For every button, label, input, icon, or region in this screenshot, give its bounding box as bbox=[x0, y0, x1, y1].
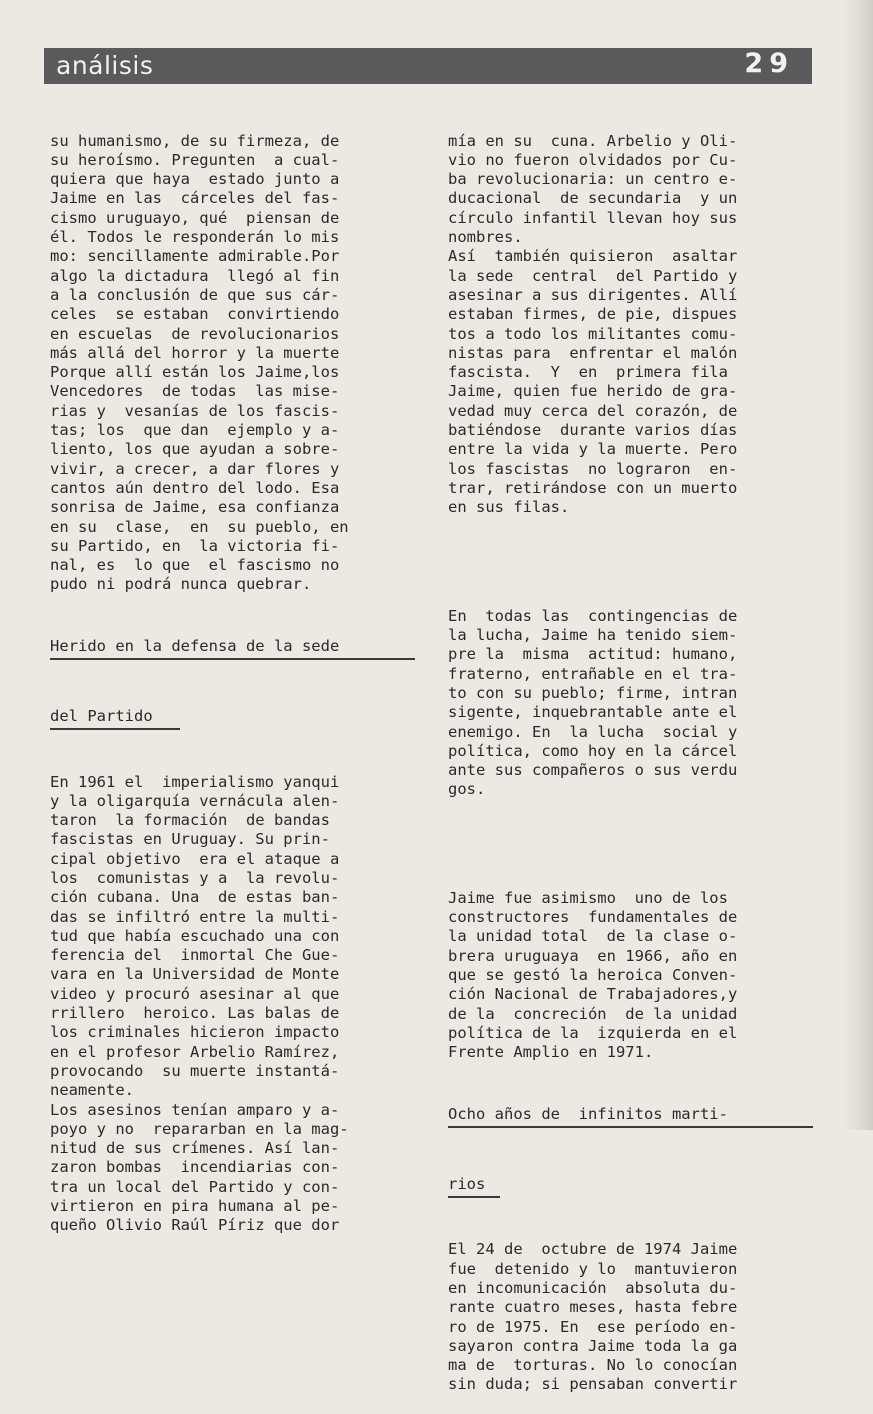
text-line: mo: sencillamente admirable.Por bbox=[50, 247, 340, 266]
text-line: Jaime en las cárceles del fas- bbox=[50, 189, 340, 208]
text-line: Jaime, quien fue herido de gra- bbox=[448, 382, 738, 401]
text-line: constructores fundamentales de bbox=[448, 908, 738, 927]
text-line: das se infiltró entre la multi- bbox=[50, 907, 340, 926]
text-line: los fascistas no lograron en- bbox=[448, 459, 738, 478]
text-line: Frente Amplio en 1971. bbox=[448, 1043, 654, 1062]
text-line: nistas para enfrentar el malón bbox=[448, 343, 738, 362]
text-line: a la conclusión de que sus cár- bbox=[50, 285, 340, 304]
text-line: trar, retirándose con un muerto bbox=[448, 478, 738, 497]
text-line: rrillero heroico. Las balas de bbox=[50, 1004, 340, 1023]
text-line: asesinar a sus dirigentes. Allí bbox=[448, 285, 738, 304]
text-line: él. Todos le responderán lo mis bbox=[50, 228, 340, 247]
section-name: análisis bbox=[56, 51, 154, 80]
text-line: entre la vida y la muerte. Pero bbox=[448, 440, 738, 459]
text-line: Porque allí están los Jaime,los bbox=[50, 363, 340, 382]
text-line: mía en su cuna. Arbelio y Oli- bbox=[448, 131, 738, 150]
text-line: nombres. bbox=[448, 228, 523, 247]
text-line: vio no fueron olvidados por Cu- bbox=[448, 150, 738, 169]
subheading-herido-line2: del Partido bbox=[50, 703, 180, 730]
text-line: en el profesor Arbelio Ramírez, bbox=[50, 1042, 340, 1061]
text-line: nitud de sus crímenes. Así lan- bbox=[50, 1139, 340, 1158]
text-line: y la oligarquía vernácula alen- bbox=[50, 791, 340, 810]
text-line: ción cubana. Una de estas ban- bbox=[50, 888, 340, 907]
subheading-ocho-anos-line2: rios bbox=[448, 1171, 500, 1198]
page-edge-shadow bbox=[843, 0, 873, 1130]
text-line: vara en la Universidad de Monte bbox=[50, 965, 340, 984]
text-line: sin duda; si pensaban convertir bbox=[448, 1375, 738, 1394]
text-line: la sede central del Partido y bbox=[448, 266, 738, 285]
text-line: enemigo. En la lucha social y bbox=[448, 722, 738, 741]
text-line: to con su pueblo; firme, intran bbox=[448, 683, 738, 702]
text-line: sigente, inquebrantable ante el bbox=[448, 703, 738, 722]
text-line: tud que había escuchado una con bbox=[50, 926, 340, 945]
text-line: sayaron contra Jaime toda la ga bbox=[448, 1336, 738, 1355]
text-line: tos a todo los militantes comu- bbox=[448, 324, 738, 343]
text-line: política de la izquierda en el bbox=[448, 1023, 738, 1042]
text-line: taron la formación de bandas bbox=[50, 811, 330, 830]
text-line: que se gestó la heroica Conven- bbox=[448, 966, 738, 985]
text-line: virtieron en pira humana al pe- bbox=[50, 1197, 340, 1216]
text-line: queño Olivio Raúl Píriz que dor bbox=[50, 1216, 340, 1235]
left-paragraph-2 bbox=[50, 773, 420, 1236]
section-header-bar bbox=[44, 48, 812, 84]
right-paragraph-3 bbox=[448, 889, 818, 1063]
text-line: fascistas en Uruguay. Su prin- bbox=[50, 830, 330, 849]
text-line: provocando su muerte instantá- bbox=[50, 1061, 340, 1080]
text-line: cantos aún dentro del lodo. Esa bbox=[50, 478, 340, 497]
text-line: tas; los que dan ejemplo y a- bbox=[50, 421, 340, 440]
text-line: en incomunicación absoluta du- bbox=[448, 1278, 738, 1297]
text-line: cipal objetivo era el ataque a bbox=[50, 849, 340, 868]
text-line: sonrisa de Jaime, esa confianza bbox=[50, 498, 340, 517]
text-line: ferencia del inmortal Che Gue- bbox=[50, 946, 340, 965]
text-line: de la concreción de la unidad bbox=[448, 1004, 738, 1023]
text-line: En todas las contingencias de bbox=[448, 606, 738, 625]
text-line: pre la misma actitud: humano, bbox=[448, 645, 738, 664]
text-line: zaron bombas incendiarias con- bbox=[50, 1158, 340, 1177]
page-number: 29 bbox=[744, 48, 794, 79]
text-line: estaban firmes, de pie, dispues bbox=[448, 305, 738, 324]
text-line: ducacional de secundaria y un bbox=[448, 189, 738, 208]
text-line: ante sus compañeros o sus verdu bbox=[448, 761, 738, 780]
subheading-herido-line1: Herido en la defensa de la sede bbox=[50, 633, 415, 660]
text-line: vedad muy cerca del corazón, de bbox=[448, 401, 738, 420]
text-line: vivir, a crecer, a dar flores y bbox=[50, 459, 340, 478]
text-line: Así también quisieron asaltar bbox=[448, 247, 738, 266]
text-line: ro de 1975. En ese período en- bbox=[448, 1317, 738, 1336]
text-line: su Partido, en la victoria fi- bbox=[50, 536, 340, 555]
paragraph-gap bbox=[448, 556, 818, 568]
text-line: celes se estaban convirtiendo bbox=[50, 305, 340, 324]
right-paragraph-2 bbox=[448, 607, 818, 800]
text-line: fascista. Y en primera fila bbox=[448, 363, 728, 382]
text-line: pudo ni podrá nunca quebrar. bbox=[50, 575, 312, 594]
text-line: gos. bbox=[448, 780, 486, 799]
text-line: en su clase, en su pueblo, en bbox=[50, 517, 349, 536]
text-line: política, como hoy en la cárcel bbox=[448, 741, 738, 760]
text-line: Vencedores de todas las mise- bbox=[50, 382, 340, 401]
text-line: algo la dictadura llegó al fin bbox=[50, 266, 340, 285]
text-line: en sus filas. bbox=[448, 498, 570, 517]
text-line: más allá del horror y la muerte bbox=[50, 343, 340, 362]
text-line: ma de torturas. No lo conocían bbox=[448, 1356, 738, 1375]
text-line: los criminales hicieron impacto bbox=[50, 1023, 340, 1042]
paragraph-gap bbox=[448, 838, 818, 850]
text-line: brera uruguaya en 1966, año en bbox=[448, 946, 738, 965]
text-line: El 24 de octubre de 1974 Jaime bbox=[448, 1240, 738, 1259]
text-line: en escuelas de revolucionarios bbox=[50, 324, 340, 343]
right-paragraph-1 bbox=[448, 132, 818, 518]
text-line: rias y vesanías de los fascis- bbox=[50, 401, 340, 420]
text-line: cismo uruguayo, qué piensan de bbox=[50, 208, 340, 227]
text-line: rante cuatro meses, hasta febre bbox=[448, 1298, 738, 1317]
text-line: la lucha, Jaime ha tenido siem- bbox=[448, 626, 738, 645]
text-line: video y procuró asesinar al que bbox=[50, 984, 340, 1003]
left-paragraph-1 bbox=[50, 132, 420, 595]
left-column bbox=[50, 93, 420, 1255]
right-paragraph-4 bbox=[448, 1240, 818, 1394]
text-line: neamente. bbox=[50, 1081, 134, 1100]
text-line: círculo infantil llevan hoy sus bbox=[448, 208, 738, 227]
text-line: fraterno, entrañable en el tra- bbox=[448, 664, 738, 683]
text-line: su heroísmo. Pregunten a cual- bbox=[50, 150, 340, 169]
text-line: En 1961 el imperialismo yanqui bbox=[50, 772, 340, 791]
text-line: su humanismo, de su firmeza, de bbox=[50, 131, 340, 150]
text-line: fue detenido y lo mantuvieron bbox=[448, 1259, 738, 1278]
text-line: quiera que haya estado junto a bbox=[50, 170, 340, 189]
text-line: la unidad total de la clase o- bbox=[448, 927, 738, 946]
text-line: nal, es lo que el fascismo no bbox=[50, 556, 340, 575]
text-line: los comunistas y a la revolu- bbox=[50, 868, 340, 887]
text-line: ción Nacional de Trabajadores,y bbox=[448, 985, 738, 1004]
text-line: ba revolucionaria: un centro e- bbox=[448, 170, 738, 189]
subheading-ocho-anos-line1: Ocho años de infinitos marti- bbox=[448, 1101, 813, 1128]
text-line: Los asesinos tenían amparo y a- bbox=[50, 1100, 340, 1119]
text-line: liento, los que ayudan a sobre- bbox=[50, 440, 340, 459]
text-line: batiéndose durante varios días bbox=[448, 421, 738, 440]
text-line: poyo y no repararban en la mag- bbox=[50, 1119, 349, 1138]
text-line: tra un local del Partido y con- bbox=[50, 1177, 340, 1196]
right-column bbox=[448, 93, 818, 1414]
text-line: Jaime fue asimismo uno de los bbox=[448, 888, 728, 907]
